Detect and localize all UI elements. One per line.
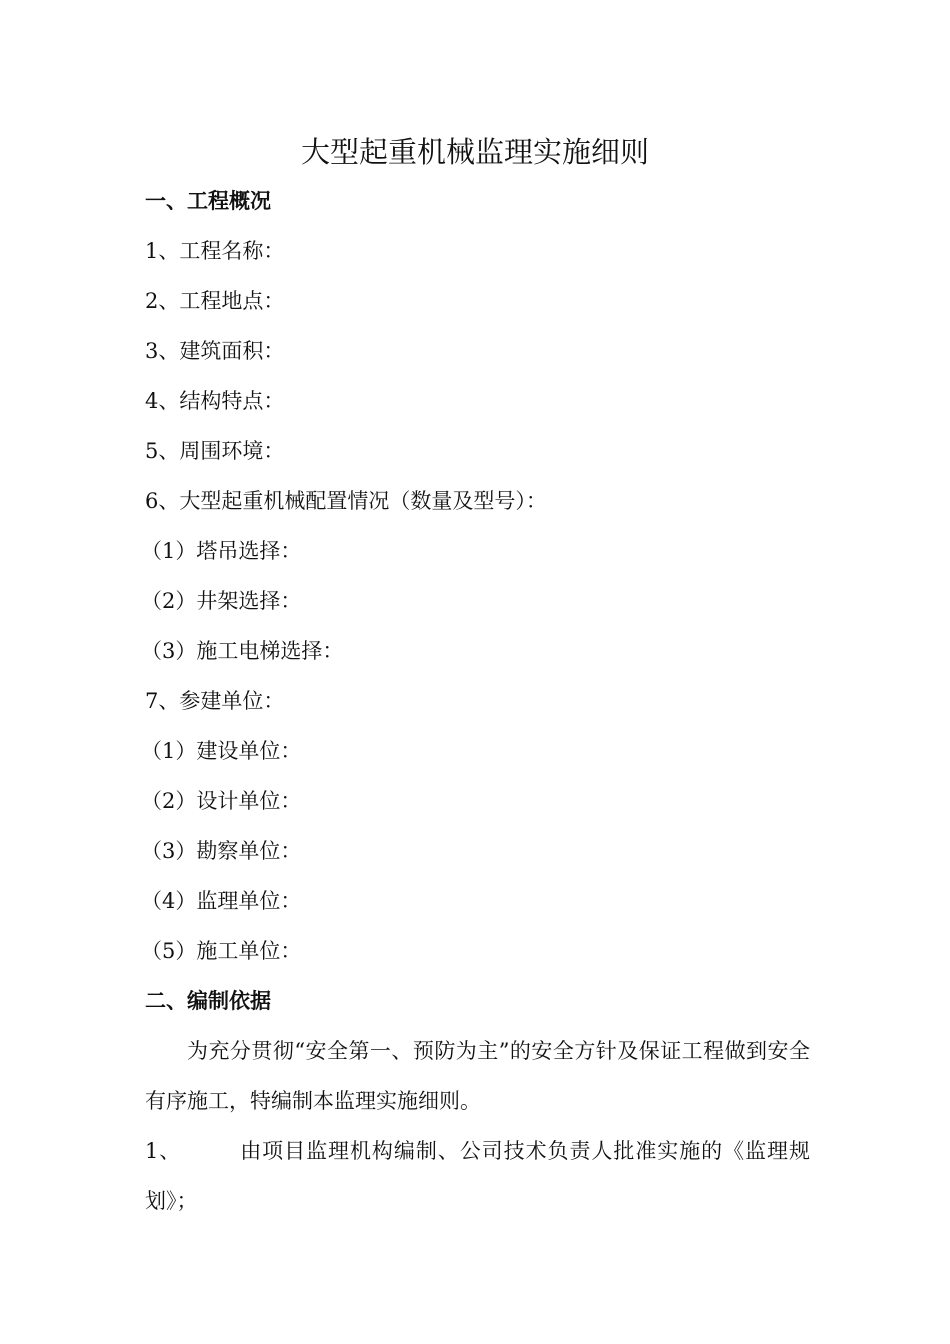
section-heading-overview: 一、工程概况 [145,189,271,213]
project-name-line: 1、工程名称： [145,239,285,263]
basis-item-number: 1、 [145,1139,182,1163]
contractor-unit-line: （5）施工单位： [141,939,302,963]
machinery-config-line: 6、大型起重机械配置情况（数量及型号）： [145,489,547,513]
owner-unit-line: （1）建设单位： [141,739,302,763]
derrick-line: （2）井架选择： [141,589,302,613]
structure-features-line: 4、结构特点： [145,389,285,413]
basis-intro-paragraph: 为充分贯彻“安全第一、预防为主”的安全方针及保证工程做到安全有序施工，特编制本监理实施细则。 [145,1039,810,1113]
document-body [141,176,810,1226]
building-area-line: 3、建筑面积： [145,339,285,363]
design-unit-line: （2）设计单位： [141,789,302,813]
supervision-unit-line: （4）监理单位： [141,889,302,913]
basis-item-1 [145,1126,810,1226]
section-heading-basis: 二、编制依据 [145,989,271,1013]
surroundings-line: 5、周围环境： [145,439,285,463]
document-title: 大型起重机械监理实施细则 [300,135,649,169]
project-location-line: 2、工程地点： [145,289,285,313]
survey-unit-line: （3）勘察单位： [141,839,302,863]
basis-item-text: 由项目监理机构编制、公司技术负责人批准实施的《监理规划》； [145,1139,810,1213]
construction-elevator-line: （3）施工电梯选择： [141,639,344,663]
participants-line: 7、参建单位： [145,689,285,713]
tower-crane-line: （1）塔吊选择： [141,539,302,563]
